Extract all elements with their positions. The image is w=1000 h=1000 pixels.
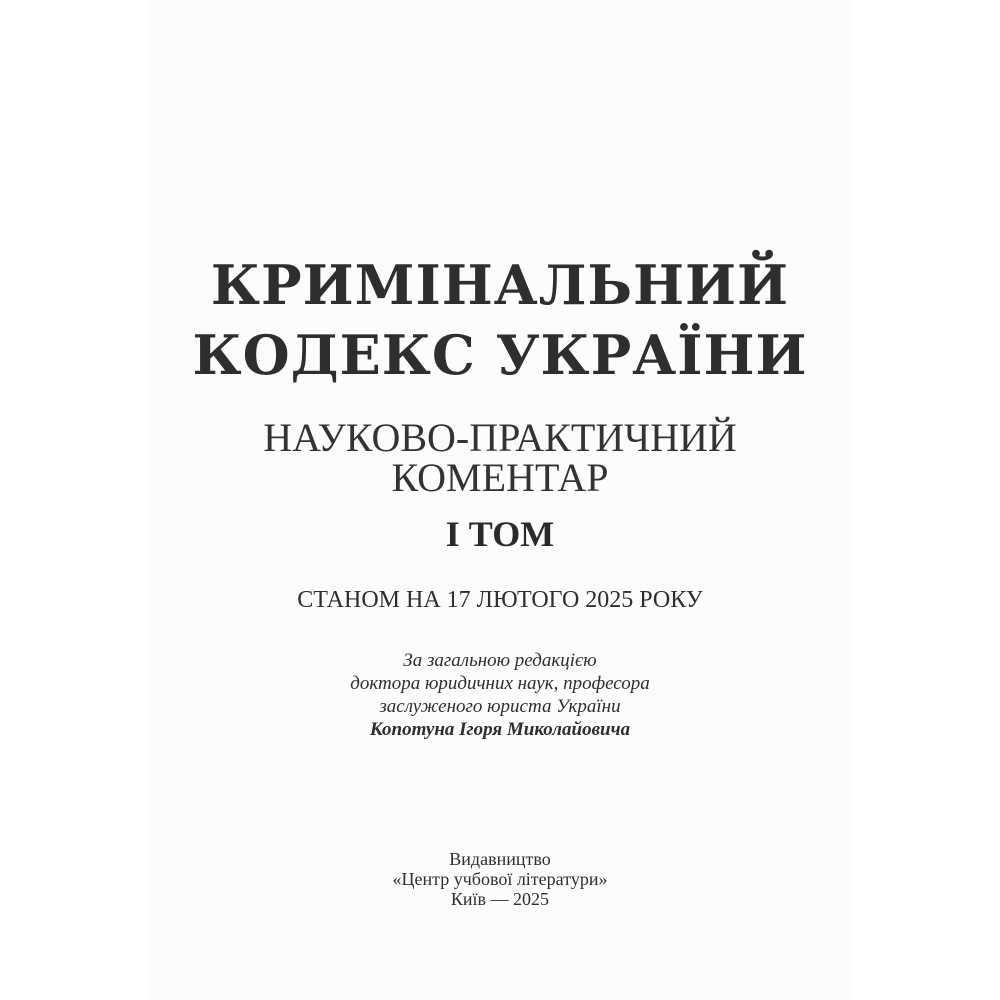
volume-label: І ТОМ [445, 514, 555, 554]
editor-line-3: заслуженого юриста України [379, 696, 621, 717]
publisher-name: «Центр учбової літератури» [392, 869, 608, 889]
publication-place-year: Київ — 2025 [450, 889, 550, 909]
status-date: СТАНОМ НА 17 ЛЮТОГО 2025 РОКУ [297, 587, 703, 613]
editor-line-2: доктора юридичних наук, професора [350, 673, 650, 694]
book-title-line-2: КОДЕКС УКРАЇНИ [192, 323, 808, 387]
publisher-label: Видавництво [449, 849, 551, 869]
subtitle-line-1: НАУКОВО-ПРАКТИЧНИЙ [263, 415, 737, 460]
subtitle-line-2: КОМЕНТАР [391, 455, 609, 500]
book-title-line-1: КРИМІНАЛЬНИЙ [210, 253, 790, 317]
editor-name: Копотуна Ігоря Миколайовича [369, 719, 631, 740]
editor-line-1: За загальною редакцією [403, 650, 597, 671]
